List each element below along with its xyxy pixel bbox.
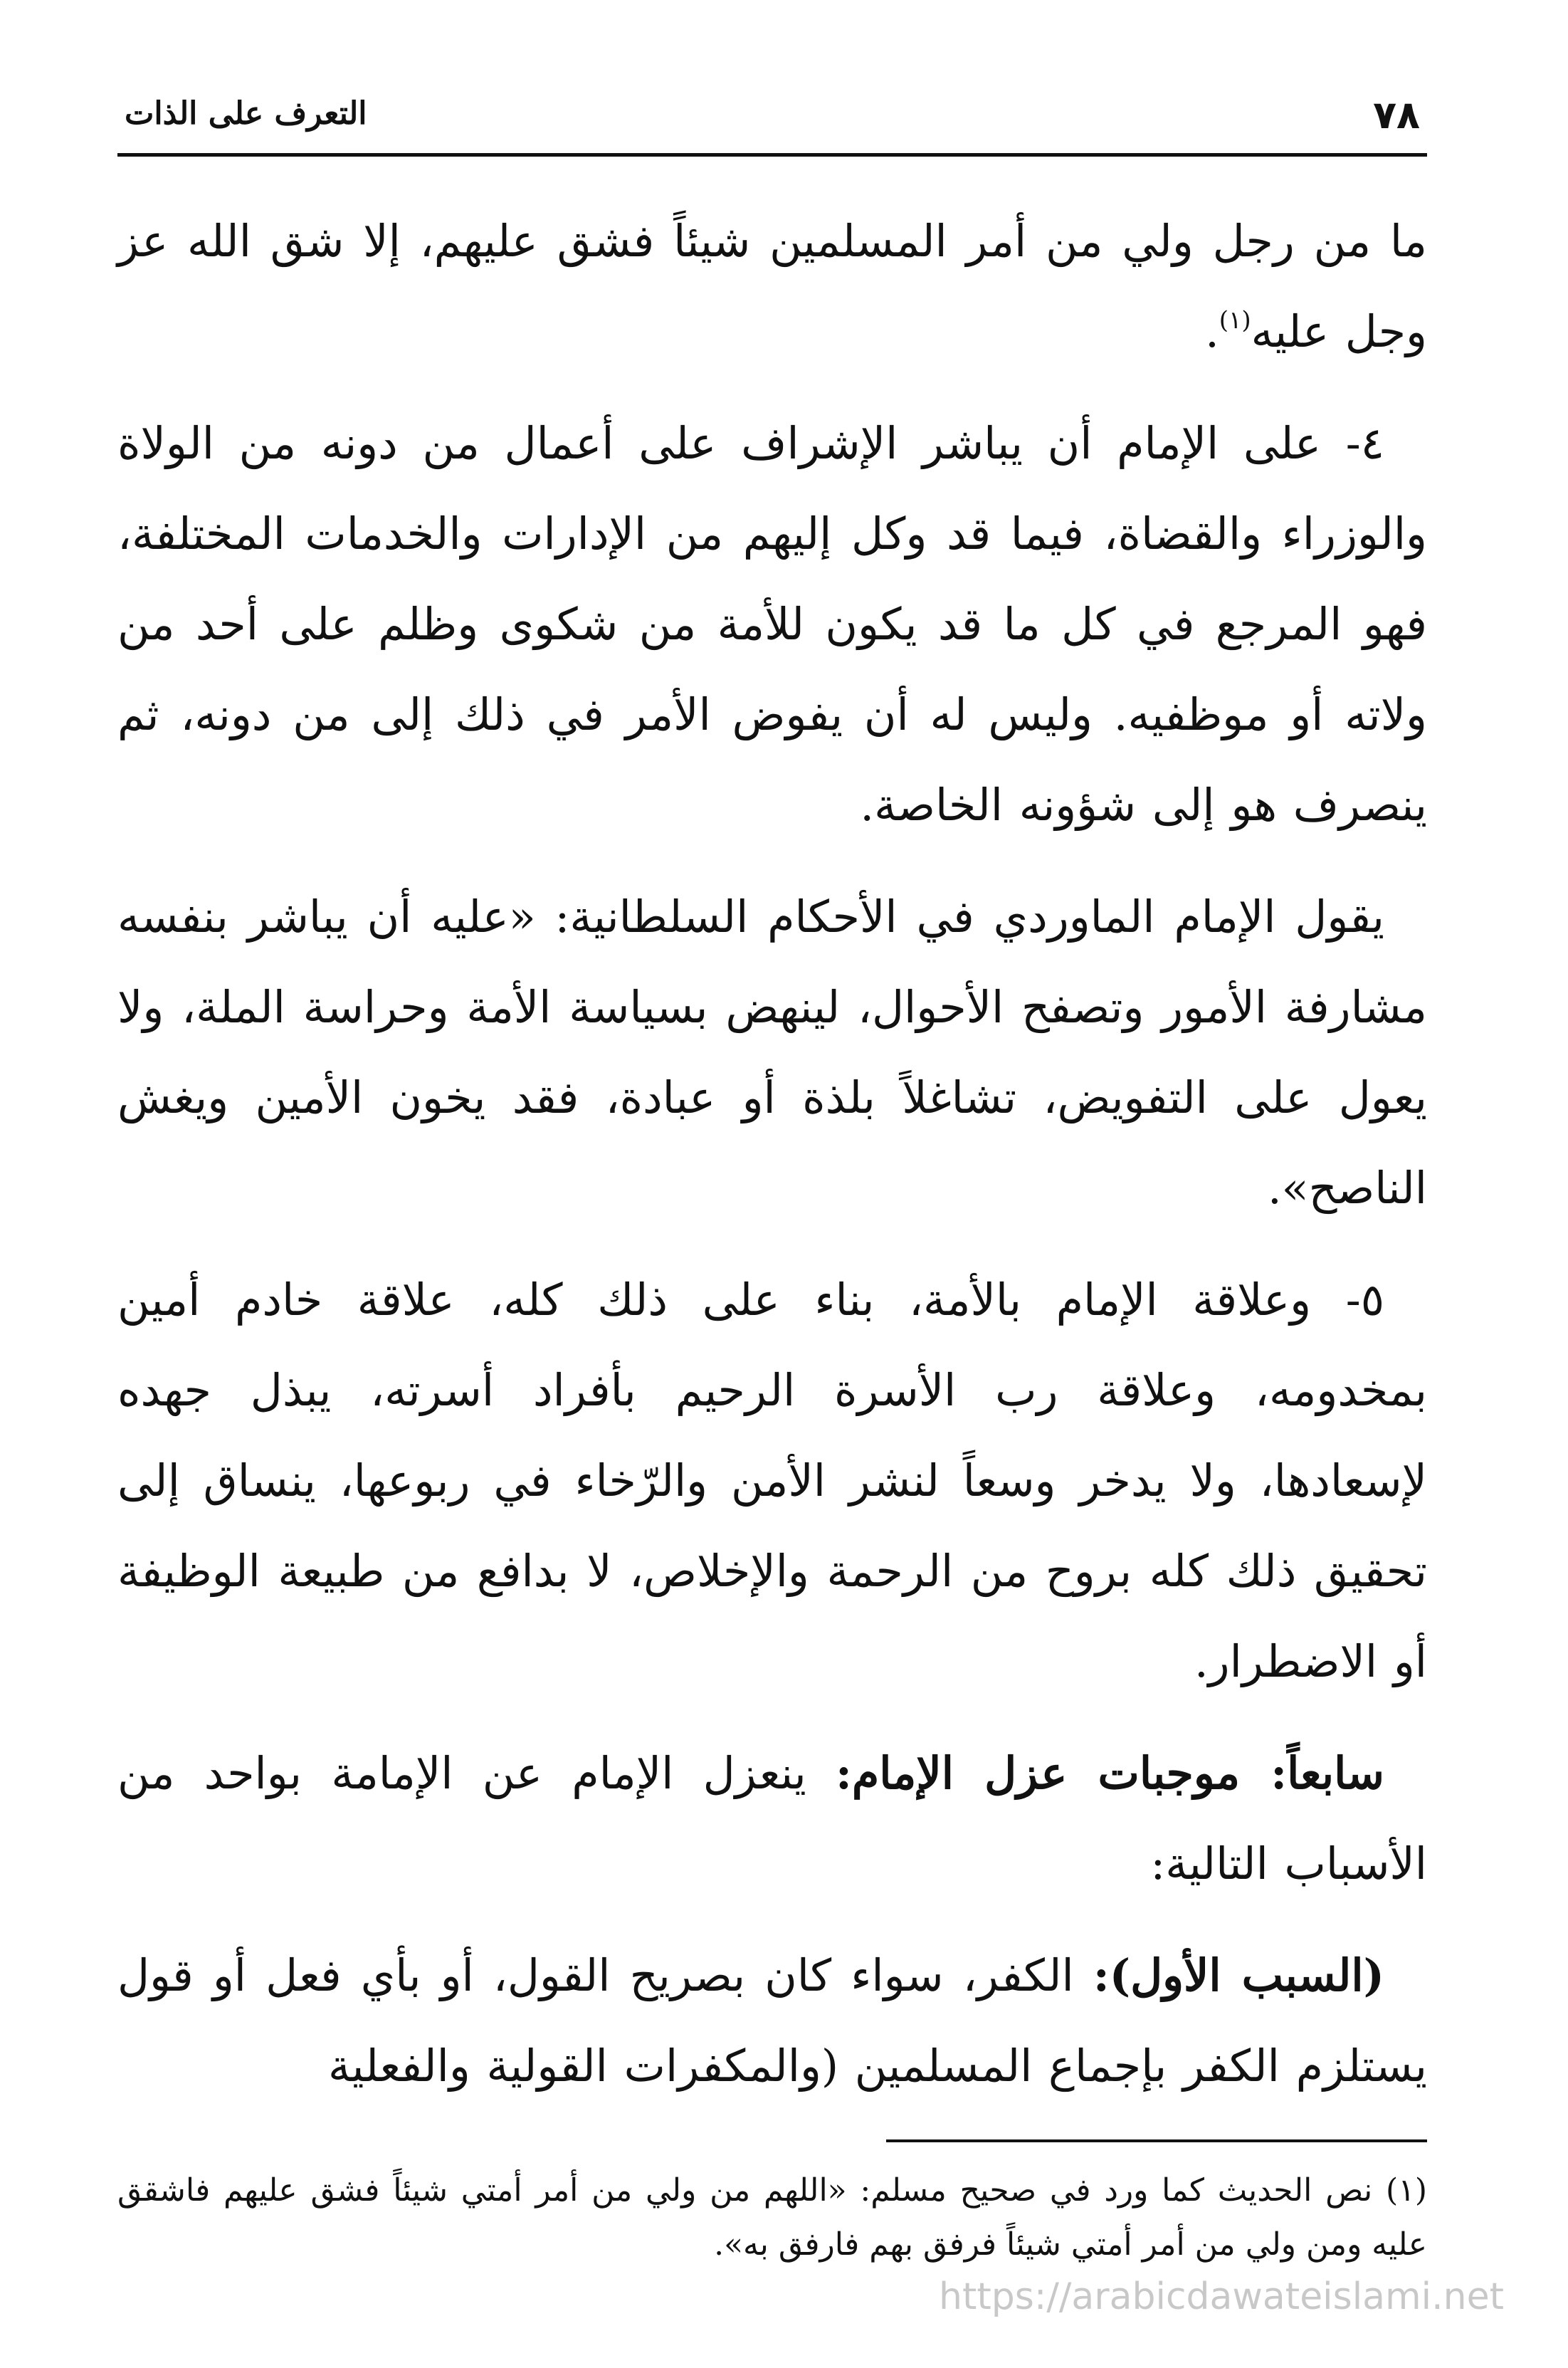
- hadith-text: ما من رجل ولي من أمر المسلمين شيئاً فشق عليهم، إلا شق الله عز وجل عليه: [117, 215, 1427, 357]
- watermark-url: https://arabicdawateislami.net: [938, 2275, 1504, 2318]
- point-5-text: وعلاقة الإمام بالأمة، بناء على ذلك كله، علاقة خادم أمين بمخدومه، وعلاقة رب الأسرة الرحيم بأفراد أسرته، يبذل جهده لإسعادها، ولا يدخر وسعاً لنشر الأمن والرّخاء في ربوعها، ينساق إلى تحقيق ذلك كله بروح من الرحمة والإخلاص، لا بدافع من طبيعة الوظيفة أو الاضطرار.: [117, 1274, 1427, 1687]
- mawardi-quote-text: يقول الإمام الماوردي في الأحكام السلطانية: «عليه أن يباشر بنفسه مشارفة الأمور وتصفح الأحوال، لينهض بسياسة الأمة وحراسة الملة، ولا يعول على التفويض، تشاغلاً بلذة أو عبادة، فقد يخون الأمين ويغش الناصح».: [117, 891, 1427, 1214]
- point-number-4: ٤-: [1345, 417, 1385, 469]
- point-number-5: ٥-: [1345, 1274, 1384, 1326]
- footnote-divider: [886, 2139, 1427, 2142]
- running-header: [117, 85, 1427, 157]
- first-reason-text: الكفر، سواء كان بصريح القول، أو بأي فعل أو قول يستلزم الكفر بإجماع المسلمين (والمكفرات القولية والفعلية: [117, 1949, 1427, 2092]
- paragraph-section-seventh: [117, 1728, 1427, 1909]
- body-text: [117, 196, 1427, 2111]
- page-number: ٧٨: [1373, 93, 1420, 137]
- paragraph-hadith: [117, 196, 1427, 377]
- point-4-text: على الإمام أن يباشر الإشراف على أعمال من دونه من الولاة والوزراء والقضاة، فيما قد وكل إليهم من الإدارات والخدمات المختلفة، فهو المرجع في كل ما قد يكون للأمة من شكوى وظلم على أحد من ولاته أو موظفيه. وليس له أن يفوض الأمر في ذلك إلى من دونه، ثم ينصرف هو إلى شؤونه الخاصة.: [117, 417, 1427, 831]
- book-page: [117, 85, 1427, 2293]
- paragraph-first-reason: [117, 1930, 1427, 2111]
- hadith-end: .: [1205, 305, 1219, 357]
- footnote-reference: (١): [1219, 306, 1251, 335]
- footnote: (١) نص الحديث كما ورد في صحيح مسلم: «اللهم من ولي من أمر أمتي شيئاً فشق عليهم فاشقق عليه ومن ولي من أمر أمتي شيئاً فرفق بهم فارفق به».: [117, 2172, 1427, 2263]
- first-reason-heading: (السبب الأول):: [1093, 1949, 1384, 2001]
- section-heading-seventh: سابعاً: موجبات عزل الإمام:: [836, 1747, 1384, 1799]
- paragraph-mawardi-quote: [117, 871, 1427, 1233]
- paragraph-point-4: [117, 398, 1427, 850]
- paragraph-point-5: [117, 1254, 1427, 1707]
- running-title: التعرف على الذات: [125, 95, 367, 132]
- section-seventh-text: ينعزل الإمام عن الإمامة بواحد من الأسباب التالية:: [117, 1747, 1427, 1890]
